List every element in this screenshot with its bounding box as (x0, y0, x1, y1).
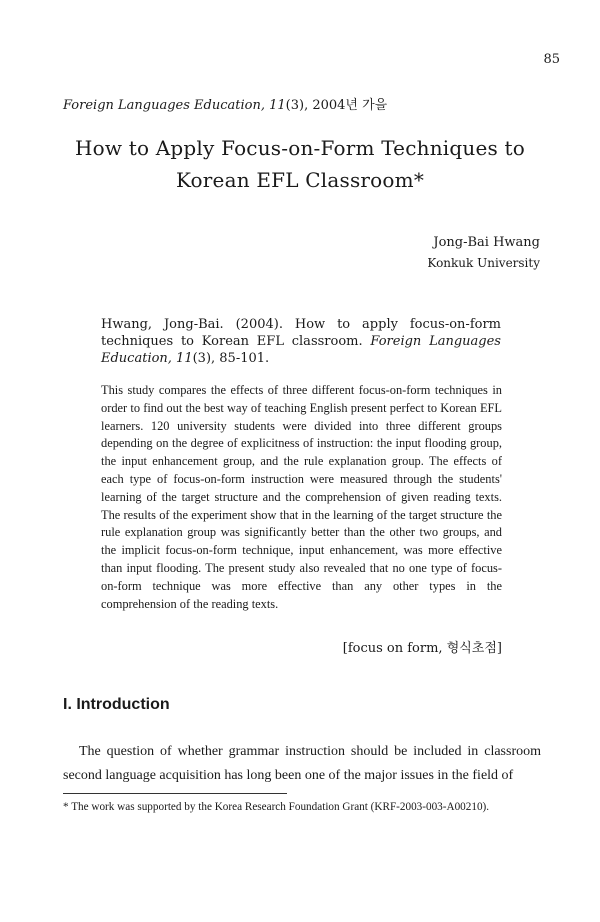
paper-title (0, 132, 600, 196)
page-number: 85 (543, 52, 560, 67)
journal-name: Foreign Languages Education, 11 (63, 98, 286, 113)
citation-prefix: Hwang, Jong-Bai. (2004). How to apply focus-on-form techniques to Korean EFL classroom. (101, 317, 501, 349)
keywords: [focus on form, 형식초점] (342, 641, 502, 656)
citation-journal: Foreign Languages Education, 11 (101, 334, 501, 366)
title-line-2: Korean EFL Classroom* (175, 168, 425, 192)
journal-header (63, 94, 387, 113)
footnote-divider (63, 793, 287, 794)
author-name: Jong-Bai Hwang (433, 235, 540, 250)
author-affiliation: Konkuk University (427, 256, 540, 270)
title-line-1: How to Apply Focus-on-Form Techniques to (74, 136, 525, 160)
abstract: This study compares the effects of three different focus-on-form techniques in order to find out the best way of teaching English present perfect to Korean EFL learners. 120 university students were divided into three different groups depending on the degree of explicitness of instruction: the input flooding group, the input enhancement group, and the rule explanation group. The effects of each type of focus-on-form instruction were measured through the students' learning of the target structure and the comprehension of given reading texts. The results of the experiment show that in the learning of the target structure the rule explanation group was significantly better than the other two groups, and the implicit focus-on-form technique, input enhancement, was more effective than input flooding. The present study also revealed that no one type of focus-on-form technique was more effective than any other types in the comprehension of the reading texts. (101, 383, 502, 611)
section-heading: I. Introduction (63, 696, 170, 713)
citation-suffix: (3), 85-101. (192, 351, 270, 366)
footnote: * The work was supported by the Korea Research Foundation Grant (KRF-2003-003-A00210). (63, 801, 490, 813)
intro-paragraph: The question of whether grammar instruction should be included in classroom second language acquisition has long been one of the major issues in the field of (63, 744, 541, 783)
journal-issue: (3), 2004년 가을 (285, 98, 388, 113)
citation (101, 316, 501, 367)
